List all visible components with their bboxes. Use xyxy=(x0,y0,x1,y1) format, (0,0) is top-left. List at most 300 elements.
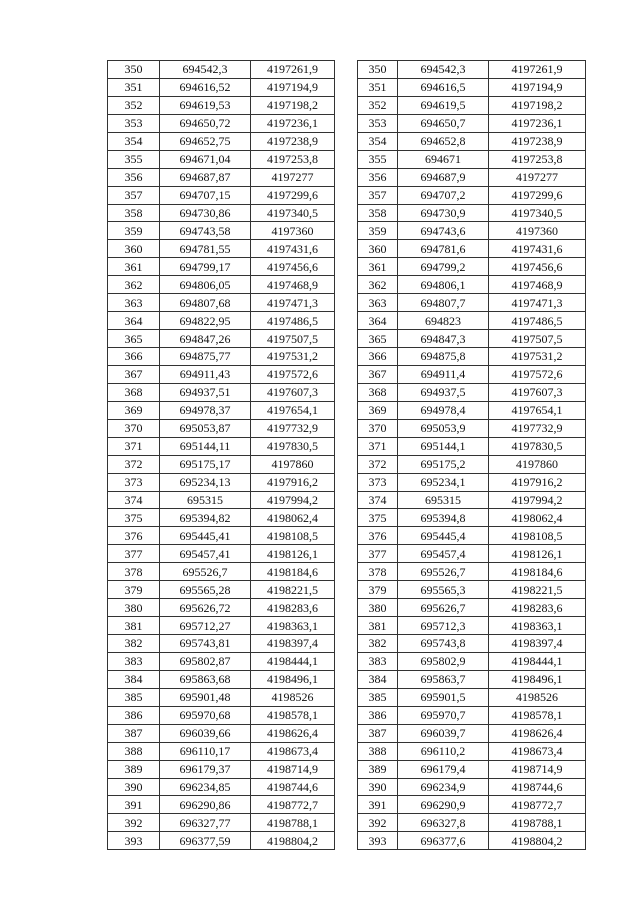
table-row xyxy=(358,330,586,348)
y-coordinate-cell: 4198626,4 xyxy=(251,724,335,742)
x-coordinate-cell: 695234,13 xyxy=(160,473,251,491)
x-coordinate-cell: 695175,2 xyxy=(398,455,489,473)
y-coordinate-cell: 4198062,4 xyxy=(251,509,335,527)
y-coordinate-cell: 4197198,2 xyxy=(489,96,586,114)
point-number-cell: 365 xyxy=(358,330,398,348)
point-number-cell: 351 xyxy=(108,78,160,96)
y-coordinate-cell: 4197456,6 xyxy=(251,258,335,276)
point-number-cell: 390 xyxy=(358,778,398,796)
y-coordinate-cell: 4197277 xyxy=(489,168,586,186)
y-coordinate-cell: 4197486,5 xyxy=(251,312,335,330)
point-number-cell: 369 xyxy=(358,401,398,419)
point-number-cell: 392 xyxy=(358,814,398,832)
table-row xyxy=(358,312,586,330)
table-row xyxy=(108,312,335,330)
y-coordinate-cell: 4198397,4 xyxy=(489,635,586,653)
point-number-cell: 366 xyxy=(358,348,398,366)
x-coordinate-cell: 695445,41 xyxy=(160,527,251,545)
x-coordinate-cell: 696179,37 xyxy=(160,760,251,778)
y-coordinate-cell: 4198108,5 xyxy=(251,527,335,545)
y-coordinate-cell: 4198283,6 xyxy=(489,599,586,617)
right-coordinates-table xyxy=(357,60,586,850)
point-number-cell: 368 xyxy=(358,383,398,401)
y-coordinate-cell: 4197299,6 xyxy=(251,186,335,204)
table-row xyxy=(108,581,335,599)
point-number-cell: 359 xyxy=(358,222,398,240)
y-coordinate-cell: 4198221,5 xyxy=(251,581,335,599)
point-number-cell: 357 xyxy=(108,186,160,204)
x-coordinate-cell: 695053,87 xyxy=(160,419,251,437)
x-coordinate-cell: 694707,2 xyxy=(398,186,489,204)
table-row xyxy=(358,814,586,832)
x-coordinate-cell: 696327,77 xyxy=(160,814,251,832)
x-coordinate-cell: 695457,4 xyxy=(398,545,489,563)
table-row xyxy=(108,96,335,114)
point-number-cell: 358 xyxy=(108,204,160,222)
y-coordinate-cell: 4197471,3 xyxy=(489,294,586,312)
point-number-cell: 393 xyxy=(358,832,398,850)
point-number-cell: 372 xyxy=(108,455,160,473)
table-row xyxy=(358,509,586,527)
point-number-cell: 387 xyxy=(108,724,160,742)
table-row xyxy=(358,473,586,491)
y-coordinate-cell: 4197654,1 xyxy=(489,401,586,419)
point-number-cell: 386 xyxy=(358,706,398,724)
x-coordinate-cell: 695863,68 xyxy=(160,670,251,688)
table-row xyxy=(358,186,586,204)
table-row xyxy=(358,706,586,724)
y-coordinate-cell: 4198184,6 xyxy=(251,563,335,581)
table-row xyxy=(358,168,586,186)
x-coordinate-cell: 696290,86 xyxy=(160,796,251,814)
table-row xyxy=(358,348,586,366)
x-coordinate-cell: 695144,11 xyxy=(160,437,251,455)
x-coordinate-cell: 696110,17 xyxy=(160,742,251,760)
point-number-cell: 385 xyxy=(358,688,398,706)
x-coordinate-cell: 695526,7 xyxy=(160,563,251,581)
y-coordinate-cell: 4197830,5 xyxy=(251,437,335,455)
point-number-cell: 378 xyxy=(358,563,398,581)
y-coordinate-cell: 4197194,9 xyxy=(489,78,586,96)
table-row xyxy=(358,563,586,581)
table-row xyxy=(358,437,586,455)
x-coordinate-cell: 695315 xyxy=(160,491,251,509)
table-row xyxy=(108,509,335,527)
y-coordinate-cell: 4198673,4 xyxy=(489,742,586,760)
y-coordinate-cell: 4197860 xyxy=(489,455,586,473)
point-number-cell: 386 xyxy=(108,706,160,724)
y-coordinate-cell: 4198526 xyxy=(489,688,586,706)
point-number-cell: 392 xyxy=(108,814,160,832)
y-coordinate-cell: 4197507,5 xyxy=(251,330,335,348)
table-row xyxy=(108,491,335,509)
x-coordinate-cell: 694650,7 xyxy=(398,114,489,132)
table-row xyxy=(358,258,586,276)
y-coordinate-cell: 4198673,4 xyxy=(251,742,335,760)
table-row xyxy=(108,365,335,383)
x-coordinate-cell: 694937,5 xyxy=(398,383,489,401)
y-coordinate-cell: 4197994,2 xyxy=(251,491,335,509)
y-coordinate-cell: 4197360 xyxy=(251,222,335,240)
table-row xyxy=(108,617,335,635)
y-coordinate-cell: 4197916,2 xyxy=(251,473,335,491)
x-coordinate-cell: 694650,72 xyxy=(160,114,251,132)
point-number-cell: 355 xyxy=(358,150,398,168)
x-coordinate-cell: 695457,41 xyxy=(160,545,251,563)
x-coordinate-cell: 695565,28 xyxy=(160,581,251,599)
x-coordinate-cell: 695565,3 xyxy=(398,581,489,599)
table-row xyxy=(358,796,586,814)
table-row xyxy=(108,599,335,617)
x-coordinate-cell: 694743,6 xyxy=(398,222,489,240)
x-coordinate-cell: 696234,9 xyxy=(398,778,489,796)
point-number-cell: 379 xyxy=(358,581,398,599)
y-coordinate-cell: 4198526 xyxy=(251,688,335,706)
table-row xyxy=(358,383,586,401)
x-coordinate-cell: 694687,9 xyxy=(398,168,489,186)
point-number-cell: 356 xyxy=(108,168,160,186)
table-row xyxy=(108,760,335,778)
x-coordinate-cell: 695394,82 xyxy=(160,509,251,527)
point-number-cell: 352 xyxy=(108,96,160,114)
y-coordinate-cell: 4197607,3 xyxy=(489,383,586,401)
table-row xyxy=(108,563,335,581)
y-coordinate-cell: 4198283,6 xyxy=(251,599,335,617)
x-coordinate-cell: 695901,48 xyxy=(160,688,251,706)
x-coordinate-cell: 694847,26 xyxy=(160,330,251,348)
x-coordinate-cell: 695901,5 xyxy=(398,688,489,706)
table-row xyxy=(108,706,335,724)
point-number-cell: 379 xyxy=(108,581,160,599)
table-row xyxy=(108,276,335,294)
x-coordinate-cell: 694911,43 xyxy=(160,365,251,383)
point-number-cell: 393 xyxy=(108,832,160,850)
table-row xyxy=(108,186,335,204)
point-number-cell: 376 xyxy=(358,527,398,545)
point-number-cell: 365 xyxy=(108,330,160,348)
table-row xyxy=(108,240,335,258)
y-coordinate-cell: 4197607,3 xyxy=(251,383,335,401)
y-coordinate-cell: 4197340,5 xyxy=(251,204,335,222)
x-coordinate-cell: 694847,3 xyxy=(398,330,489,348)
x-coordinate-cell: 696327,8 xyxy=(398,814,489,832)
table-row xyxy=(108,401,335,419)
y-coordinate-cell: 4198126,1 xyxy=(251,545,335,563)
point-number-cell: 382 xyxy=(358,635,398,653)
y-coordinate-cell: 4197236,1 xyxy=(489,114,586,132)
x-coordinate-cell: 694730,9 xyxy=(398,204,489,222)
x-coordinate-cell: 694542,3 xyxy=(398,61,489,79)
y-coordinate-cell: 4197471,3 xyxy=(251,294,335,312)
y-coordinate-cell: 4198714,9 xyxy=(489,760,586,778)
point-number-cell: 371 xyxy=(108,437,160,455)
y-coordinate-cell: 4197468,9 xyxy=(489,276,586,294)
y-coordinate-cell: 4197531,2 xyxy=(489,348,586,366)
table-row xyxy=(108,724,335,742)
point-number-cell: 377 xyxy=(358,545,398,563)
table-row xyxy=(358,132,586,150)
y-coordinate-cell: 4197431,6 xyxy=(251,240,335,258)
point-number-cell: 359 xyxy=(108,222,160,240)
table-row xyxy=(358,742,586,760)
x-coordinate-cell: 694978,4 xyxy=(398,401,489,419)
x-coordinate-cell: 696290,9 xyxy=(398,796,489,814)
y-coordinate-cell: 4197486,5 xyxy=(489,312,586,330)
y-coordinate-cell: 4198062,4 xyxy=(489,509,586,527)
point-number-cell: 389 xyxy=(108,760,160,778)
table-row xyxy=(358,491,586,509)
table-row xyxy=(108,204,335,222)
point-number-cell: 375 xyxy=(358,509,398,527)
y-coordinate-cell: 4198496,1 xyxy=(251,670,335,688)
y-coordinate-cell: 4198444,1 xyxy=(251,652,335,670)
y-coordinate-cell: 4197860 xyxy=(251,455,335,473)
table-row xyxy=(358,545,586,563)
y-coordinate-cell: 4198444,1 xyxy=(489,652,586,670)
y-coordinate-cell: 4197299,6 xyxy=(489,186,586,204)
y-coordinate-cell: 4197507,5 xyxy=(489,330,586,348)
x-coordinate-cell: 694823 xyxy=(398,312,489,330)
table-row xyxy=(358,222,586,240)
table-row xyxy=(108,383,335,401)
y-coordinate-cell: 4198788,1 xyxy=(489,814,586,832)
x-coordinate-cell: 695802,87 xyxy=(160,652,251,670)
y-coordinate-cell: 4197572,6 xyxy=(489,365,586,383)
y-coordinate-cell: 4198108,5 xyxy=(489,527,586,545)
x-coordinate-cell: 695445,4 xyxy=(398,527,489,545)
x-coordinate-cell: 694807,7 xyxy=(398,294,489,312)
y-coordinate-cell: 4197994,2 xyxy=(489,491,586,509)
point-number-cell: 350 xyxy=(358,61,398,79)
table-row xyxy=(358,78,586,96)
point-number-cell: 387 xyxy=(358,724,398,742)
table-row xyxy=(108,168,335,186)
table-row xyxy=(358,294,586,312)
point-number-cell: 383 xyxy=(108,652,160,670)
x-coordinate-cell: 694619,5 xyxy=(398,96,489,114)
table-row xyxy=(358,455,586,473)
table-row xyxy=(108,258,335,276)
x-coordinate-cell: 695626,7 xyxy=(398,599,489,617)
point-number-cell: 384 xyxy=(358,670,398,688)
y-coordinate-cell: 4198772,7 xyxy=(489,796,586,814)
table-row xyxy=(108,222,335,240)
point-number-cell: 382 xyxy=(108,635,160,653)
y-coordinate-cell: 4197340,5 xyxy=(489,204,586,222)
point-number-cell: 388 xyxy=(358,742,398,760)
table-row xyxy=(358,204,586,222)
x-coordinate-cell: 696039,66 xyxy=(160,724,251,742)
table-row xyxy=(108,814,335,832)
y-coordinate-cell: 4198626,4 xyxy=(489,724,586,742)
y-coordinate-cell: 4197238,9 xyxy=(489,132,586,150)
y-coordinate-cell: 4198363,1 xyxy=(489,617,586,635)
point-number-cell: 352 xyxy=(358,96,398,114)
table-row xyxy=(108,132,335,150)
table-row xyxy=(358,778,586,796)
point-number-cell: 364 xyxy=(108,312,160,330)
x-coordinate-cell: 695526,7 xyxy=(398,563,489,581)
y-coordinate-cell: 4197253,8 xyxy=(251,150,335,168)
y-coordinate-cell: 4197572,6 xyxy=(251,365,335,383)
x-coordinate-cell: 694822,95 xyxy=(160,312,251,330)
x-coordinate-cell: 696110,2 xyxy=(398,742,489,760)
point-number-cell: 376 xyxy=(108,527,160,545)
table-row xyxy=(358,114,586,132)
x-coordinate-cell: 694807,68 xyxy=(160,294,251,312)
x-coordinate-cell: 694799,17 xyxy=(160,258,251,276)
y-coordinate-cell: 4198221,5 xyxy=(489,581,586,599)
point-number-cell: 371 xyxy=(358,437,398,455)
x-coordinate-cell: 695315 xyxy=(398,491,489,509)
point-number-cell: 360 xyxy=(108,240,160,258)
x-coordinate-cell: 694781,6 xyxy=(398,240,489,258)
x-coordinate-cell: 695863,7 xyxy=(398,670,489,688)
table-row xyxy=(108,742,335,760)
x-coordinate-cell: 694671 xyxy=(398,150,489,168)
y-coordinate-cell: 4198496,1 xyxy=(489,670,586,688)
point-number-cell: 375 xyxy=(108,509,160,527)
y-coordinate-cell: 4198126,1 xyxy=(489,545,586,563)
y-coordinate-cell: 4198772,7 xyxy=(251,796,335,814)
y-coordinate-cell: 4198804,2 xyxy=(489,832,586,850)
x-coordinate-cell: 694743,58 xyxy=(160,222,251,240)
y-coordinate-cell: 4197360 xyxy=(489,222,586,240)
y-coordinate-cell: 4197916,2 xyxy=(489,473,586,491)
point-number-cell: 373 xyxy=(358,473,398,491)
point-number-cell: 374 xyxy=(108,491,160,509)
x-coordinate-cell: 694616,52 xyxy=(160,78,251,96)
y-coordinate-cell: 4197468,9 xyxy=(251,276,335,294)
point-number-cell: 372 xyxy=(358,455,398,473)
point-number-cell: 381 xyxy=(358,617,398,635)
point-number-cell: 385 xyxy=(108,688,160,706)
point-number-cell: 378 xyxy=(108,563,160,581)
x-coordinate-cell: 694707,15 xyxy=(160,186,251,204)
table-row xyxy=(108,114,335,132)
table-row xyxy=(358,599,586,617)
table-row xyxy=(108,545,335,563)
y-coordinate-cell: 4197531,2 xyxy=(251,348,335,366)
x-coordinate-cell: 694730,86 xyxy=(160,204,251,222)
y-coordinate-cell: 4197277 xyxy=(251,168,335,186)
point-number-cell: 362 xyxy=(108,276,160,294)
table-row xyxy=(358,365,586,383)
x-coordinate-cell: 694652,75 xyxy=(160,132,251,150)
table-row xyxy=(358,670,586,688)
y-coordinate-cell: 4197456,6 xyxy=(489,258,586,276)
x-coordinate-cell: 696179,4 xyxy=(398,760,489,778)
x-coordinate-cell: 696377,6 xyxy=(398,832,489,850)
table-row xyxy=(108,832,335,850)
y-coordinate-cell: 4198363,1 xyxy=(251,617,335,635)
point-number-cell: 361 xyxy=(358,258,398,276)
y-coordinate-cell: 4198397,4 xyxy=(251,635,335,653)
y-coordinate-cell: 4198744,6 xyxy=(251,778,335,796)
table-row xyxy=(108,527,335,545)
table-row xyxy=(358,401,586,419)
point-number-cell: 370 xyxy=(108,419,160,437)
table-row xyxy=(358,652,586,670)
table-row xyxy=(358,276,586,294)
point-number-cell: 369 xyxy=(108,401,160,419)
x-coordinate-cell: 695394,8 xyxy=(398,509,489,527)
x-coordinate-cell: 694799,2 xyxy=(398,258,489,276)
x-coordinate-cell: 694616,5 xyxy=(398,78,489,96)
left-coordinates-table xyxy=(107,60,335,850)
table-row xyxy=(108,419,335,437)
x-coordinate-cell: 694937,51 xyxy=(160,383,251,401)
point-number-cell: 368 xyxy=(108,383,160,401)
table-row xyxy=(108,330,335,348)
table-row xyxy=(358,635,586,653)
y-coordinate-cell: 4198744,6 xyxy=(489,778,586,796)
x-coordinate-cell: 695144,1 xyxy=(398,437,489,455)
x-coordinate-cell: 695175,17 xyxy=(160,455,251,473)
x-coordinate-cell: 694875,8 xyxy=(398,348,489,366)
x-coordinate-cell: 694542,3 xyxy=(160,61,251,79)
y-coordinate-cell: 4197732,9 xyxy=(251,419,335,437)
table-row xyxy=(108,61,335,79)
x-coordinate-cell: 694911,4 xyxy=(398,365,489,383)
left-table-body xyxy=(108,61,335,850)
point-number-cell: 367 xyxy=(358,365,398,383)
x-coordinate-cell: 695743,81 xyxy=(160,635,251,653)
point-number-cell: 354 xyxy=(108,132,160,150)
point-number-cell: 351 xyxy=(358,78,398,96)
point-number-cell: 361 xyxy=(108,258,160,276)
point-number-cell: 389 xyxy=(358,760,398,778)
table-row xyxy=(108,778,335,796)
y-coordinate-cell: 4198578,1 xyxy=(251,706,335,724)
right-table-body xyxy=(358,61,586,850)
point-number-cell: 366 xyxy=(108,348,160,366)
x-coordinate-cell: 695234,1 xyxy=(398,473,489,491)
x-coordinate-cell: 696234,85 xyxy=(160,778,251,796)
x-coordinate-cell: 695626,72 xyxy=(160,599,251,617)
point-number-cell: 355 xyxy=(108,150,160,168)
x-coordinate-cell: 695802,9 xyxy=(398,652,489,670)
y-coordinate-cell: 4198578,1 xyxy=(489,706,586,724)
y-coordinate-cell: 4198184,6 xyxy=(489,563,586,581)
point-number-cell: 362 xyxy=(358,276,398,294)
x-coordinate-cell: 694781,55 xyxy=(160,240,251,258)
table-row xyxy=(108,670,335,688)
point-number-cell: 353 xyxy=(358,114,398,132)
point-number-cell: 390 xyxy=(108,778,160,796)
point-number-cell: 380 xyxy=(358,599,398,617)
y-coordinate-cell: 4197261,9 xyxy=(251,61,335,79)
table-row xyxy=(358,760,586,778)
y-coordinate-cell: 4197431,6 xyxy=(489,240,586,258)
x-coordinate-cell: 695053,9 xyxy=(398,419,489,437)
y-coordinate-cell: 4198714,9 xyxy=(251,760,335,778)
point-number-cell: 350 xyxy=(108,61,160,79)
table-row xyxy=(108,473,335,491)
x-coordinate-cell: 694619,53 xyxy=(160,96,251,114)
point-number-cell: 358 xyxy=(358,204,398,222)
table-row xyxy=(108,150,335,168)
table-row xyxy=(358,240,586,258)
point-number-cell: 370 xyxy=(358,419,398,437)
y-coordinate-cell: 4197830,5 xyxy=(489,437,586,455)
table-row xyxy=(358,832,586,850)
x-coordinate-cell: 695743,8 xyxy=(398,635,489,653)
point-number-cell: 383 xyxy=(358,652,398,670)
table-row xyxy=(358,61,586,79)
x-coordinate-cell: 695970,7 xyxy=(398,706,489,724)
point-number-cell: 388 xyxy=(108,742,160,760)
